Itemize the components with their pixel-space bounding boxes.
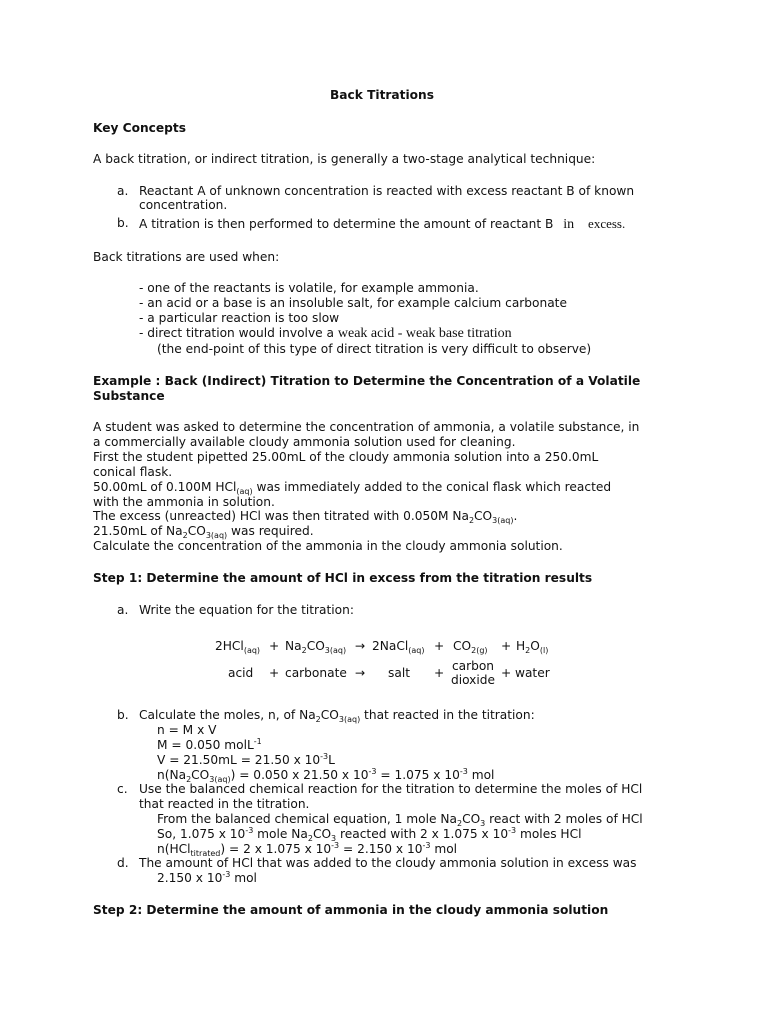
used-when-text: Back titrations are used when:	[93, 250, 280, 264]
example-text: 21.50mL of $Na_2CO_{3(aq)}$ was required.	[93, 524, 314, 540]
step1-c-line1: Use the balanced chemical reaction for the titration to determine the moles of HCl	[139, 782, 643, 796]
list-marker-d: d.	[117, 856, 129, 870]
list-marker-b: b.	[117, 216, 129, 230]
concept-a-line2: concentration.	[139, 198, 228, 212]
list-marker-b: b.	[117, 708, 129, 722]
calc-line: $n(Na_2CO_{3(aq)}) = 0.050$ x 21.50 x $10^{-3} = 1.075$ x $10^{-3}$ mol	[157, 767, 495, 784]
list-marker-a: a.	[117, 184, 129, 198]
intro-text: A back titration, or indirect titration, is generally a two-stage analytical technique:	[93, 152, 596, 166]
word-salt: salt	[388, 666, 410, 680]
example-text: a commercially available cloudy ammonia solution used for cleaning.	[93, 435, 516, 449]
calc-line: n(HCl$_{titrated}$) = 2 x 1.075 x $10^{-3} = 2.150$ x $10^{-3}$ mol	[157, 841, 458, 858]
calc-line: So, 1.075 x $10^{-3}$ mole $Na_2CO_3$ reacted with 2 x 1.075 x $10^{-3}$ moles HCl	[157, 826, 582, 843]
key-concepts-heading: Key Concepts	[93, 121, 186, 135]
word-carbon-dioxide: carbon dioxide	[450, 659, 496, 687]
example-heading-line2: Substance	[93, 389, 165, 403]
step2-heading: Step 2: Determine the amount of ammonia in the cloudy ammonia solution	[93, 903, 609, 917]
example-text: with the ammonia in solution.	[93, 495, 275, 509]
step1-c-line2: that reacted in the titration.	[139, 797, 310, 811]
calc-line: 2.150 x $10^{-3}$ mol	[157, 870, 257, 885]
list-marker-c: c.	[117, 782, 128, 796]
word-water: water	[515, 666, 550, 680]
concept-b: A titration is then performed to determine the amount of reactant B in excess.	[139, 216, 626, 232]
step1-d-line1: The amount of HCl that was added to the cloudy ammonia solution in excess was	[139, 856, 637, 870]
example-text: First the student pipetted 25.00mL of the cloudy ammonia solution into a 250.0mL	[93, 450, 599, 464]
example-heading-line1: Example : Back (Indirect) Titration to Determine the Concentration of a Volatile	[93, 374, 641, 388]
step1-b-text: Calculate the moles, n, of $Na_2CO_{3(aq)}$ that reacted in the titration:	[139, 708, 535, 724]
word-plus: +	[434, 666, 445, 680]
eq-co2: $CO_{2(g)}$	[453, 639, 488, 655]
word-carbonate: carbonate	[285, 666, 347, 680]
eq-plus: +	[434, 639, 445, 653]
eq-hcl: 2HCl$_{(aq)}$	[215, 639, 261, 655]
concept-a-line1: Reactant A of unknown concentration is reacted with excess reactant B of known	[139, 184, 635, 198]
step1-heading: Step 1: Determine the amount of HCl in excess from the titration results	[93, 571, 593, 585]
eq-plus: +	[501, 639, 512, 653]
word-plus: +	[501, 666, 512, 680]
calc-line: n = M x V	[157, 723, 217, 737]
document-title: Back Titrations	[330, 88, 434, 102]
word-plus: +	[269, 666, 280, 680]
example-text: Calculate the concentration of the ammonia in the cloudy ammonia solution.	[93, 539, 563, 553]
word-acid: acid	[228, 666, 254, 680]
use-note: (the end-point of this type of direct titration is very difficult to observe)	[157, 342, 592, 356]
use-item: - a particular reaction is too slow	[139, 311, 340, 325]
calc-line: M = 0.050 molL$^{-1}$	[157, 737, 262, 752]
eq-nacl: 2NaCl$_{(aq)}$	[372, 639, 425, 655]
eq-sodium-carbonate: $Na_2CO_{3(aq)}$	[285, 639, 347, 655]
use-item: - an acid or a base is an insoluble salt, for example calcium carbonate	[139, 296, 567, 310]
step1-a-text: Write the equation for the titration:	[139, 603, 354, 617]
word-arrow: →	[355, 666, 366, 680]
use-item: - one of the reactants is volatile, for example ammonia.	[139, 281, 479, 295]
eq-arrow: →	[355, 639, 366, 653]
example-text: The excess (unreacted) HCl was then titrated with 0.050M $Na_2CO_{3(aq)}$.	[93, 509, 518, 525]
use-item: - direct titration would involve a weak acid - weak base titration	[139, 326, 512, 341]
eq-water: $H_2O_{(l)}$	[516, 639, 549, 655]
example-text: conical flask.	[93, 465, 173, 479]
eq-plus: +	[269, 639, 280, 653]
example-text: 50.00mL of 0.100M HCl$_{(aq)}$ was immediately added to the conical flask which reacted	[93, 480, 612, 496]
calc-line: V = 21.50mL = 21.50 x $10^{-3}L$	[157, 752, 335, 767]
calc-line: From the balanced chemical equation, 1 mole $Na_2CO_3$ react with 2 moles of HCl	[157, 812, 643, 828]
example-text: A student was asked to determine the concentration of ammonia, a volatile substance, in	[93, 420, 640, 434]
list-marker-a: a.	[117, 603, 129, 617]
